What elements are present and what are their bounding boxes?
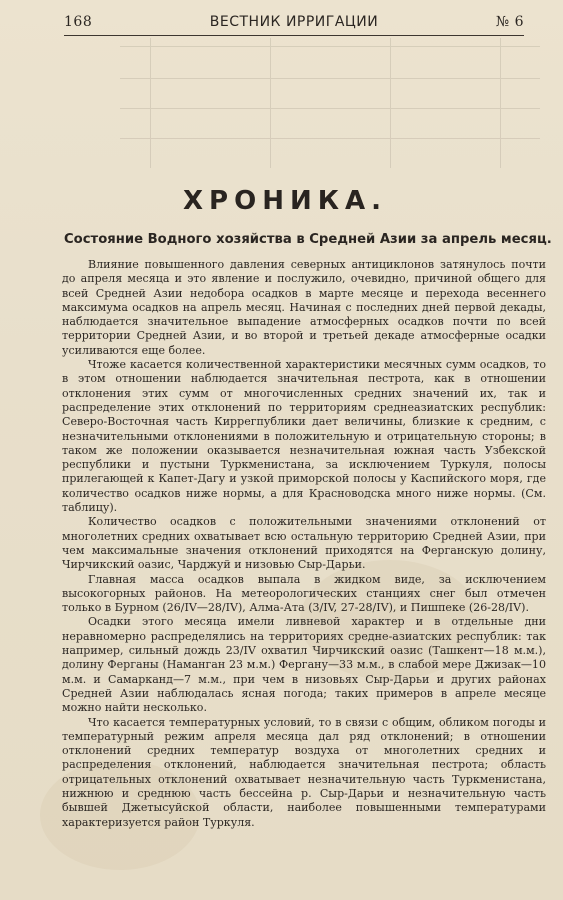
article-paragraph: Количество осадков с положительными значениями отклонений от многолетних средних охватывает всю остальную территорию Средней Азии, при чем максимальные значения отклонений приходятся на Ферганскую долину, Чирчикский оазис, Чарджуй и низовью Сыр-Дарьи. bbox=[62, 515, 546, 572]
header-rule bbox=[64, 35, 524, 36]
article-body bbox=[62, 258, 546, 830]
article-paragraph: Осадки этого месяца имели ливневой характер и в отдельные дни неравномерно распределялись на территориях средне-азиатских республик: так например, сильный дождь 23/IV охватил Чирчикский оазис (Ташкент—18 м.м.), долину Ферганы (Наманган 23 м.м.) Фергану—33 м.м., в слабой мере Джизак—10 м.м. и Самарканд—7 м.м., при чем в низовьях Сыр-Дарьи и других районах Средней Азии наблюдалась ясная погода; таких примеров в апреле месяце можно найти несколько. bbox=[62, 615, 546, 715]
issue-number: № 6 bbox=[495, 14, 524, 30]
running-header bbox=[64, 14, 524, 36]
article-title: Состояние Водного хозяйства в Средней Азии за апрель месяц. bbox=[64, 232, 552, 247]
article-paragraph: Чтоже касается количественной характеристики месячных сумм осадков, то в этом отношении наблюдается значительная пестрота, как в отношении отклонения этих сумм от многочисленных средних значений их, так и распределение этих отклонений по территориям среднеазиатских республик: Северо-Восточная часть Киррегпублики дает величины, близкие к средним, с незначительными отклонениями в положительную и отрицательную стороны; в таком же положении оказывается незначительная южная часть Узбекской республики и пустыни Туркменистана, за исключением Туркуля, полосы прилегающей к Капет-Дагу и узкой приморской полосы у Каспийского моря, где количество осадков ниже нормы, а для Красноводска много ниже нормы. (См. таблицу). bbox=[62, 358, 546, 515]
article-paragraph: Влияние повышенного давления северных антициклонов затянулось почти до апреля месяца и это явление и послужило, очевидно, причиной общего для всей Средней Азии недобора осадков в марте месяце и перехода весеннего максимума осадков на апрель месяц. Начиная с последних дней первой декады, наблюдается значительное выпадение атмосферных осадков почти по всей территории Средней Азии, и во второй и третьей декаде атмосферные осадки усиливаются еще более. bbox=[62, 258, 546, 357]
journal-title: ВЕСТНИК ИРРИГАЦИИ bbox=[209, 14, 379, 30]
show-through-table bbox=[120, 38, 540, 168]
article-paragraph: Что касается температурных условий, то в связи с общим, обликом погоды и температурный режим апреля месяца дал ряд отклонений; в отношении отклонений средних температур воздуха от многолетних средних и распределения отклонений, наблюдается значительная пестрота; область отрицательных отклонений охватывает незначительную часть Туркменистана, нижнюю и среднюю часть бессейна р. Сыр-Дарьи и незначительную часть бывшей Джетысуйской области, наиболее повышенными температурами характеризуется район Туркуля. bbox=[62, 715, 546, 829]
section-title: ХРОНИКА. bbox=[183, 186, 387, 216]
article-paragraph: Главная масса осадков выпала в жидком виде, за исключением высокогорных районов. На метеорологических станциях снег был отмечен только в Бурном (26/IV—28/IV), Алма-Ата (3/IV, 27-28/IV), и Пишпеке (26-28/IV). bbox=[62, 572, 546, 615]
page-number: 168 bbox=[64, 14, 93, 30]
